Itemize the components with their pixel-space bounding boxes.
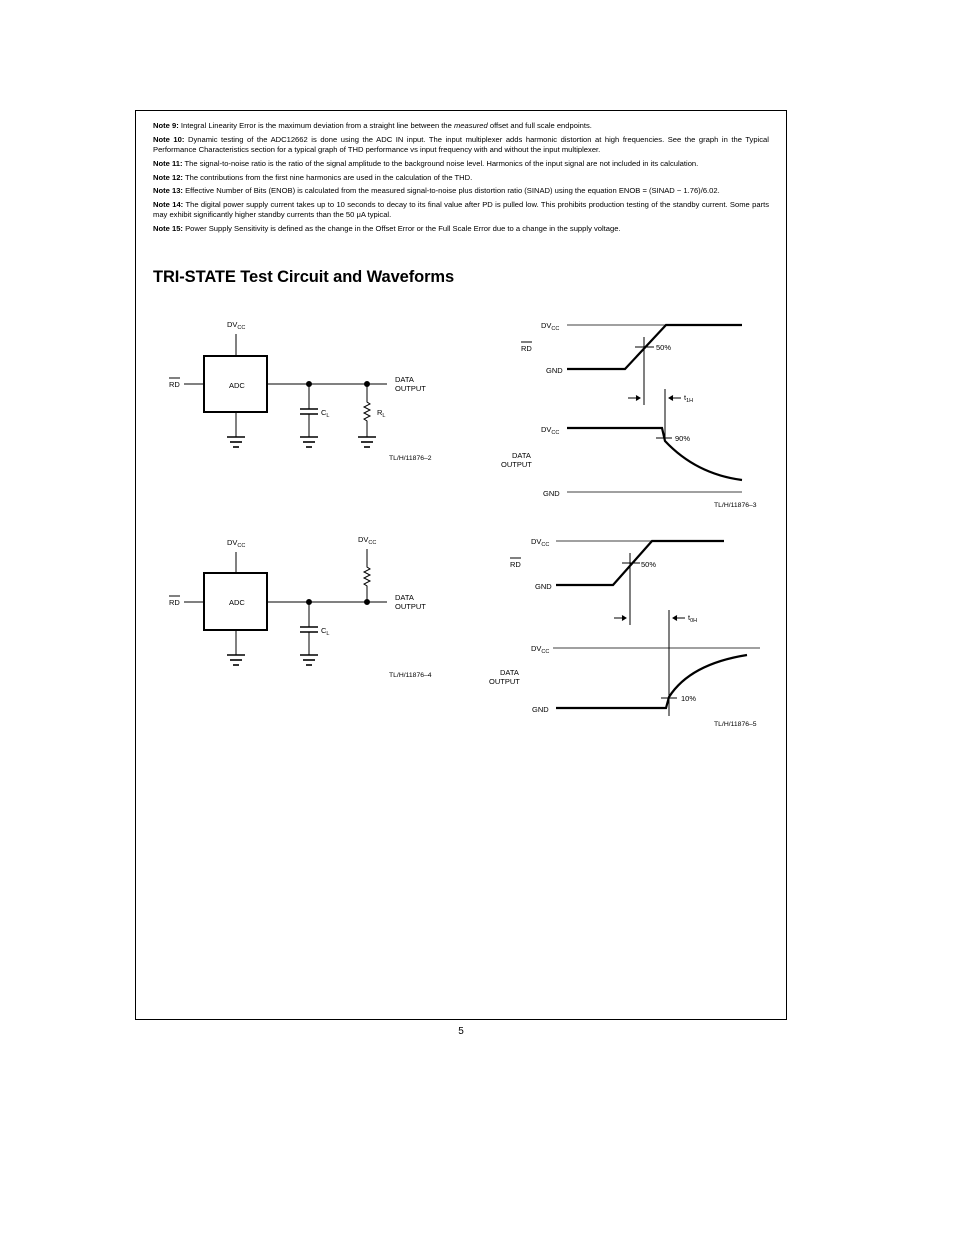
cl-label: $C_L$ <box>321 626 330 637</box>
data-label: DATA <box>395 375 414 384</box>
output-label: OUTPUT <box>395 384 426 393</box>
rl-label: $R_L$ <box>377 408 386 419</box>
gnd-label: GND <box>532 705 549 714</box>
dvcc-label: $DV_{CC}$ <box>541 321 560 332</box>
waveform-1 <box>501 321 757 509</box>
note-14: Note 14: The digital power supply current takes up to 10 seconds to decay to its final value after PD is pulled low. This prohibits production testing of the standby current. Some parts may exhibit significantly higher standby currents than the 50 μA typical. <box>153 200 769 220</box>
section-title: TRI-STATE Test Circuit and Waveforms <box>153 268 455 286</box>
gnd-label: GND <box>535 582 552 591</box>
note-13: Note 13: Effective Number of Bits (ENOB) is calculated from the measured signal-to-noise plus distortion ratio (SINAD) using the equation ENOB = (SINAD − 1.76)/6.02. <box>153 186 720 196</box>
note-12: Note 12: The contributions from the first nine harmonics are used in the calculation of the THD. <box>153 172 473 182</box>
pct10-label: 10% <box>681 694 697 703</box>
note-11: Note 11: The signal-to-noise ratio is the ratio of the signal amplitude to the background noise level. Harmonics of the input signal are not included in its calculation. <box>153 158 699 168</box>
dvcc-label: $DV_{CC}$ <box>227 538 246 549</box>
circuit-2 <box>169 535 432 679</box>
cl-label: $C_L$ <box>321 408 330 419</box>
gnd-label: GND <box>543 489 560 498</box>
dvcc-label: $DV_{CC}$ <box>358 535 377 546</box>
data-label: DATA <box>512 451 531 460</box>
gnd-label: GND <box>546 366 563 375</box>
rd-label: RD <box>169 380 180 389</box>
caption-fig3: TL/H/11876–3 <box>714 502 757 509</box>
note-15: Note 15: Power Supply Sensitivity is defined as the change in the Offset Error or the Full Scale Error due to a change in the supply voltage. <box>153 224 621 234</box>
circuit-1 <box>169 320 432 462</box>
rd-label: RD <box>510 560 521 569</box>
data-label: DATA <box>500 668 519 677</box>
adc-label: ADC <box>229 381 245 390</box>
caption-fig4: TL/H/11876–4 <box>389 672 432 679</box>
t1h-label: $t_{1H}$ <box>684 393 694 404</box>
note-10: Note 10: Dynamic testing of the ADC12662 is done using the ADC IN input. The input multiplexer adds harmonic distortion at high frequencies. See the graph in the Typical Performance Characteristics section for a typical graph of THD performance vs input frequency with and without the input multiplexer. <box>153 134 769 154</box>
data-label: DATA <box>395 593 414 602</box>
waveform-2 <box>489 537 760 728</box>
pct90-label: 90% <box>675 434 691 443</box>
dvcc-label: $DV_{CC}$ <box>531 644 550 655</box>
output-label: OUTPUT <box>395 602 426 611</box>
adc-label: ADC <box>229 598 245 607</box>
rd-waveform <box>567 325 742 369</box>
data-output-waveform <box>567 428 742 480</box>
page-number: 5 <box>458 1026 464 1037</box>
output-label: OUTPUT <box>501 460 532 469</box>
dvcc-label: $DV_{CC}$ <box>541 425 560 436</box>
dvcc-label: $DV_{CC}$ <box>227 320 246 331</box>
pct50-label: 50% <box>641 560 657 569</box>
t0h-label: $t_{0H}$ <box>688 613 698 624</box>
note-9: Note 9: Integral Linearity Error is the maximum deviation from a straight line between the measured offset and full scale endpoints. <box>153 121 592 130</box>
caption-fig5: TL/H/11876–5 <box>714 721 757 728</box>
rd-label: RD <box>169 598 180 607</box>
pct50-label: 50% <box>656 343 672 352</box>
caption-fig2: TL/H/11876–2 <box>389 455 432 462</box>
rd-label: RD <box>521 344 532 353</box>
output-label: OUTPUT <box>489 677 520 686</box>
data-output-waveform <box>556 655 747 708</box>
dvcc-label: $DV_{CC}$ <box>531 537 550 548</box>
